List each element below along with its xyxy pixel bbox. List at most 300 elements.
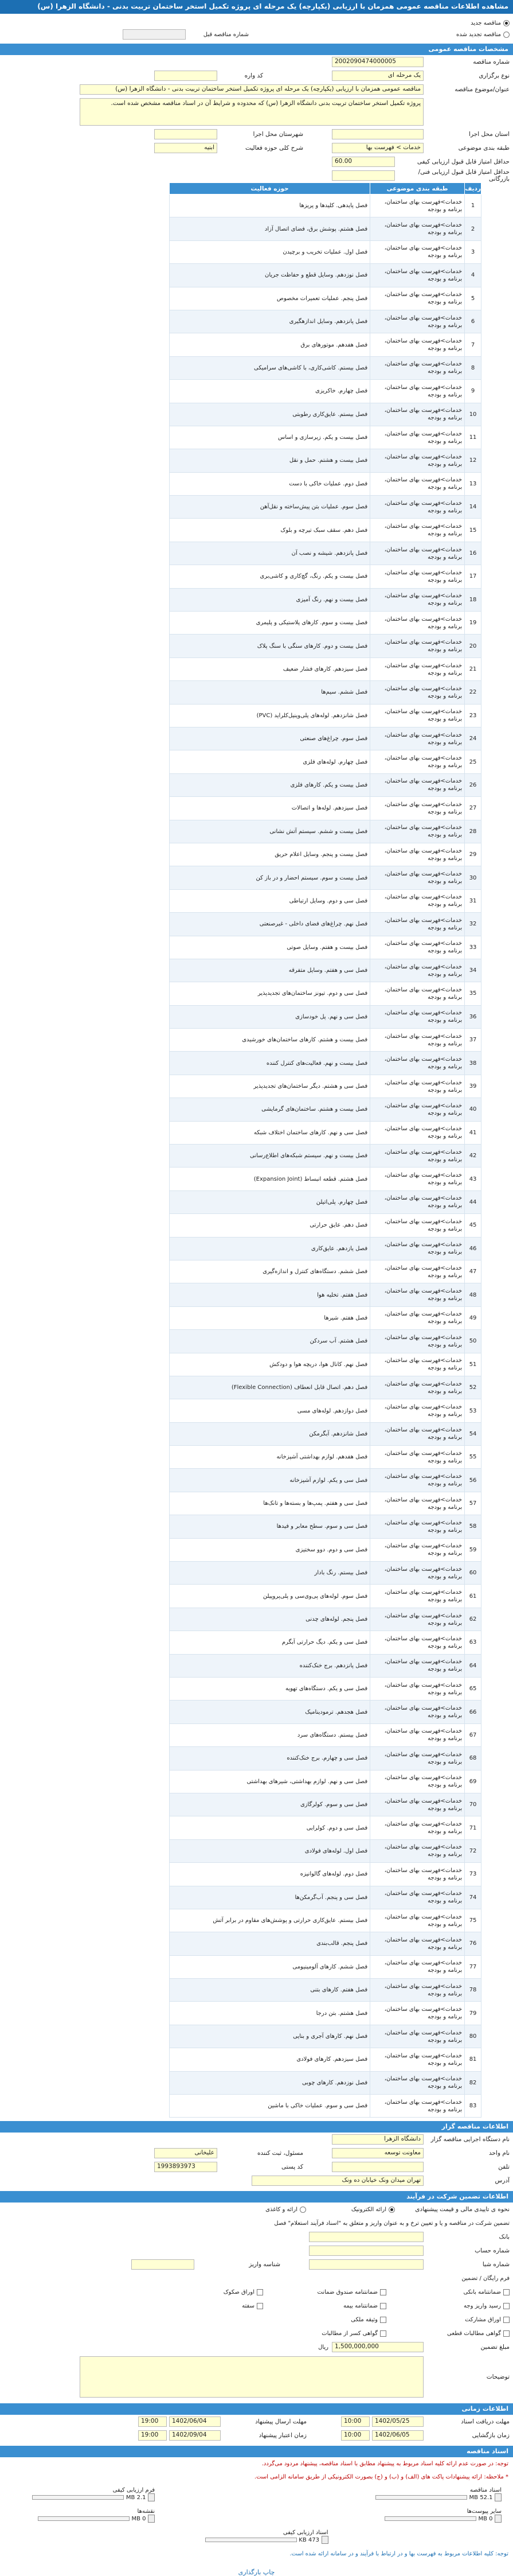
address-row (0, 2174, 513, 2188)
opt10-label: سفته (242, 2302, 254, 2309)
row-scope-cell: فصل بیست و نهم. رنگ آمیزی (170, 588, 370, 611)
table-row (170, 1492, 481, 1515)
row-number-cell: 51 (465, 1353, 481, 1376)
row-scope-cell: فصل دهم. سقف سبک تیرچه و بلوک (170, 519, 370, 542)
row-scope-cell: فصل هفدهم. لوازم بهداشتی آشپزخانه (170, 1446, 370, 1469)
table-row (170, 635, 481, 657)
row-scope-cell: فصل شانزدهم. لوله‌های پلی‌وینیل‌کلراید (PVC) (170, 704, 370, 727)
row-category-cell: خدمات>فهرست بهای ساختمان، برنامه و بودجه (370, 1214, 465, 1237)
row-number-cell: 77 (465, 1955, 481, 1978)
row-scope-cell: فصل سی و یکم. دیگ حرارتی آبگرم (170, 1631, 370, 1654)
row-number-cell: 74 (465, 1886, 481, 1909)
row-number-cell: 30 (465, 866, 481, 889)
row-category-cell: خدمات>فهرست بهای ساختمان، برنامه و بودجه (370, 1770, 465, 1793)
table-row (170, 1121, 481, 1144)
row-scope-cell: فصل سیزدهم. لوله‌ها و اتصالات (170, 797, 370, 820)
row-category-cell: خدمات>فهرست بهای ساختمان، برنامه و بودجه (370, 1190, 465, 1213)
file-name: اسناد ارزیابی کیفی (283, 2530, 328, 2536)
mode-renewal-label: مناقصه تجدید شده (456, 31, 501, 38)
table-row (170, 333, 481, 356)
table-row (170, 1214, 481, 1237)
row-category-cell: خدمات>فهرست بهای ساختمان، برنامه و بودجه (370, 333, 465, 356)
row-scope-cell: فصل سی و دوم. وسایل ارتباطی (170, 889, 370, 912)
table-row (170, 681, 481, 704)
file-size: 0 MB (131, 2516, 146, 2523)
opt2-label: ضمانتنامه صندوق ضمانت (317, 2289, 378, 2295)
row-scope-cell: فصل هشتم. قطعه انبساط (Expansion Joint) (170, 1168, 370, 1190)
row-number-cell: 56 (465, 1469, 481, 1492)
recv-date: 1402/06/04 (169, 2417, 221, 2427)
row-scope-cell: فصل پانزدهم. وسایل اندازهگیری (170, 310, 370, 333)
row-scope-cell: فصل سی و یکم. دستگاه‌های تهویه (170, 1678, 370, 1701)
file-progress-bar (385, 2516, 476, 2521)
row-scope-cell: فصل سوم. چراغ‌های صنعتی (170, 727, 370, 750)
file-icon (148, 2493, 155, 2501)
file-item[interactable] (358, 2487, 502, 2501)
open-label: زمان بازگشایی (472, 2432, 510, 2439)
open-date: 1402/06/05 (372, 2430, 424, 2441)
recv-label: مهلت ارسال پیشنهاد (255, 2418, 307, 2426)
city-field (154, 129, 217, 139)
row-category-cell: خدمات>فهرست بهای ساختمان، برنامه و بودجه (370, 287, 465, 310)
row-category-cell: خدمات>فهرست بهای ساختمان، برنامه و بودجه (370, 612, 465, 635)
file-progress-bar (32, 2495, 124, 2500)
row-scope-cell: فصل هفتم. تخلیه هوا (170, 1283, 370, 1306)
row-scope-cell: فصل بیست و سوم. کارهای پلاستیکی و پلیمری (170, 612, 370, 635)
org-label: نام دستگاه اجرایی مناقصه گزار (430, 2136, 510, 2143)
table-row (170, 1376, 481, 1399)
subject-row (0, 83, 513, 96)
row-scope-cell: فصل پنجم. قالب‌بندی (170, 1932, 370, 1955)
file-name: سایر پیوست‌ها (467, 2508, 502, 2515)
validity-time: 19:00 (138, 2430, 167, 2441)
table-row (170, 936, 481, 959)
row-scope-cell: فصل نهم. کانال هوا، دریچه هوا و دودکش (170, 1353, 370, 1376)
amount-row (0, 2340, 513, 2354)
pub-label: مهلت دریافت اسناد (461, 2418, 510, 2426)
opt7-label: گواهی مطالبات قطعی (447, 2330, 501, 2337)
row-scope-cell: فصل بیستم. دستگاه‌های سرد (170, 1723, 370, 1746)
table-row (170, 449, 481, 472)
row-scope-cell: فصل سی و دوم. کولرابی (170, 1816, 370, 1839)
table-row (170, 750, 481, 773)
row-number-cell: 55 (465, 1446, 481, 1469)
row-category-cell: خدمات>فهرست بهای ساختمان، برنامه و بودجه (370, 1654, 465, 1677)
row-category-cell: خدمات>فهرست بهای ساختمان، برنامه و بودجه (370, 356, 465, 379)
scope-field: ابنیه (154, 143, 217, 153)
row-number-cell: 7 (465, 333, 481, 356)
row-scope-cell: فصل هفدهم. موتورهای برق (170, 333, 370, 356)
row-scope-cell: فصل سی و نهم. پل خودسازی (170, 1005, 370, 1028)
row-category-cell: خدمات>فهرست بهای ساختمان، برنامه و بودجه (370, 542, 465, 565)
row-number-cell: 42 (465, 1145, 481, 1168)
row-scope-cell: فصل بیستم. رنگ بادار (170, 1562, 370, 1585)
table-row (170, 1446, 481, 1469)
row-category-cell: خدمات>فهرست بهای ساختمان، برنامه و بودجه (370, 310, 465, 333)
row-scope-cell: فصل دهم. عایق حرارتی (170, 1214, 370, 1237)
table-row (170, 704, 481, 727)
table-row (170, 1237, 481, 1260)
guarantee-desc-row (0, 2354, 513, 2400)
row-number-cell: 37 (465, 1029, 481, 1052)
row-category-cell: خدمات>فهرست بهای ساختمان، برنامه و بودجه (370, 889, 465, 912)
desc-row (0, 96, 513, 127)
row-scope-cell: فصل بیست و هفتم. وسایل صوتی (170, 936, 370, 959)
row-category-cell: خدمات>فهرست بهای ساختمان، برنامه و بودجه (370, 1839, 465, 1862)
row-scope-cell: فصل پانزدهم. شیشه و نصب آن (170, 542, 370, 565)
table-row (170, 657, 481, 680)
row-scope-cell: فصل سی و هفتم. پمپ‌ها و بسته‌ها و تانک‌ها (170, 1492, 370, 1515)
file-name: فرم ارزیابی کیفی (112, 2487, 155, 2494)
row-category-cell: خدمات>فهرست بهای ساختمان، برنامه و بودجه (370, 773, 465, 796)
row-category-cell: خدمات>فهرست بهای ساختمان، برنامه و بودجه (370, 1701, 465, 1723)
table-row (170, 1168, 481, 1190)
row-number-cell: 2 (465, 217, 481, 240)
activity-table (169, 182, 481, 2118)
opt10-checkbox[interactable] (257, 2303, 263, 2309)
row-scope-cell: فصل سوم. لوله‌های پی‌وی‌سی و پلی‌پروپیلن (170, 1585, 370, 1608)
row-number-cell: 78 (465, 1979, 481, 2002)
row-number-cell: 5 (465, 287, 481, 310)
row-scope-cell: فصل دوم. لوله‌های گالوانیزه (170, 1863, 370, 1886)
account-row (0, 2244, 513, 2258)
row-category-cell: خدمات>فهرست بهای ساختمان، برنامه و بودجه (370, 1608, 465, 1631)
row-number-cell: 62 (465, 1608, 481, 1631)
row-category-cell: خدمات>فهرست بهای ساختمان، برنامه و بودجه (370, 426, 465, 449)
row-number-cell: 23 (465, 704, 481, 727)
row-scope-cell: فصل سوم. عملیات بتن پیش‌ساخته و نقل‌آهن (170, 496, 370, 519)
row-category-cell: خدمات>فهرست بهای ساختمان، برنامه و بودجه (370, 1816, 465, 1839)
page-title: مشاهده اطلاعات مناقصه عمومی همزمان با ارزیابی (یکپارچه) یک مرحله ای پروژه تکمیل استخر ساختمان تربیت بدنی - دانشگاه الزهرا (س) (0, 0, 513, 14)
row-scope-cell: فصل سی و نهم. کارهای ساختمان اختلاف شبکه (170, 1121, 370, 1144)
row-scope-cell: فصل سیزدهم. کارهای فشار ضعیف (170, 657, 370, 680)
prev-number-label: شماره مناقصه قبل (203, 31, 249, 38)
method-label: فرم رایگان / تضمین (461, 2275, 510, 2282)
account-field (309, 2246, 424, 2256)
opt4-checkbox[interactable] (380, 2303, 386, 2309)
row-category-cell: خدمات>فهرست بهای ساختمان، برنامه و بودجه (370, 1793, 465, 1816)
opt1-label: ضمانتنامه بانکی (463, 2289, 501, 2295)
row-category-cell: خدمات>فهرست بهای ساختمان، برنامه و بودجه (370, 194, 465, 217)
file-icon (148, 2515, 155, 2523)
city-label: شهرستان محل اجرا (253, 131, 303, 138)
category-label: طبقه بندی موضوعی (458, 145, 510, 151)
file-size: 52.1 MB (469, 2495, 493, 2501)
row-scope-cell: فصل سی و هفتم. وسایل متفرقه (170, 959, 370, 982)
table-row (170, 1723, 481, 1746)
table-row (170, 2095, 481, 2118)
files-row-1 (0, 2484, 513, 2505)
opt9-checkbox[interactable] (257, 2289, 263, 2295)
row-number-cell: 50 (465, 1330, 481, 1353)
table-row (170, 403, 481, 426)
table-row (170, 1260, 481, 1283)
person-field: علیخانی (154, 2148, 217, 2158)
row-category-cell: خدمات>فهرست بهای ساختمان، برنامه و بودجه (370, 1446, 465, 1469)
row-number-cell: 29 (465, 843, 481, 866)
table-row (170, 1793, 481, 1816)
phone-field (332, 2162, 424, 2172)
paper-radio[interactable] (300, 2207, 306, 2213)
print-link[interactable]: چاپ بارگذاری (238, 2569, 275, 2576)
row-number-cell: 48 (465, 1283, 481, 1306)
table-row (170, 1979, 481, 2002)
electronic-label: ارائه الکترونیک (351, 2206, 386, 2213)
table-row (170, 1190, 481, 1213)
min-tech-field (332, 170, 395, 181)
opt8-checkbox[interactable] (380, 2330, 386, 2337)
row-category-cell: خدمات>فهرست بهای ساختمان، برنامه و بودجه (370, 1932, 465, 1955)
general-section-title: مشخصات مناقصه عمومی (0, 44, 513, 55)
account-label: شماره حساب (475, 2247, 510, 2255)
options-row-1 (0, 2285, 513, 2299)
row-category-cell: خدمات>فهرست بهای ساختمان، برنامه و بودجه (370, 2071, 465, 2094)
row-scope-cell: فصل بیست و سوم. سیستم احضار و در باز کن (170, 866, 370, 889)
row-number-cell: 52 (465, 1376, 481, 1399)
file-icon (495, 2493, 502, 2501)
table-row (170, 1283, 481, 1306)
subject-label: عنوان/موضوع مناقصه (455, 86, 510, 93)
row-number-cell: 80 (465, 2025, 481, 2048)
file-item[interactable] (185, 2530, 328, 2544)
row-scope-cell: فصل چهارم. خاکریزی (170, 380, 370, 403)
row-number-cell: 66 (465, 1701, 481, 1723)
file-item[interactable] (11, 2508, 155, 2523)
opt3-checkbox[interactable] (503, 2303, 510, 2309)
mode-new-radio[interactable] (503, 20, 510, 26)
table-row (170, 287, 481, 310)
file-item[interactable] (11, 2487, 155, 2501)
electronic-radio[interactable] (389, 2207, 395, 2213)
subject-field: مناقصه عمومی همزمان با ارزیابی (یکپارچه) یک مرحله ای پروژه تکمیل استخر ساختمان تربیت بدنی - دانشگاه الزهرا (س) (80, 84, 424, 95)
row-scope-cell: فصل بیست و یکم. کارهای فلزی (170, 773, 370, 796)
phone-label: تلفن (498, 2163, 510, 2171)
row-number-cell: 61 (465, 1585, 481, 1608)
table-row (170, 797, 481, 820)
row-scope-cell: فصل بیستم. عایق‌کاری حرارتی و پوشش‌های مقاوم در برابر آتش (170, 1909, 370, 1932)
row-category-cell: خدمات>فهرست بهای ساختمان، برنامه و بودجه (370, 217, 465, 240)
row-scope-cell: فصل هشتم. بتن درجا (170, 2002, 370, 2025)
documents-note-2: * ملاحظه: ارائه پیشنهادات پاکت های (الف) و (ب) و (ج) بصورت الکترونیکی از طریق سامانه الزامی است. (254, 2474, 508, 2481)
row-category-cell: خدمات>فهرست بهای ساختمان، برنامه و بودجه (370, 913, 465, 936)
row-category-cell: خدمات>فهرست بهای ساختمان، برنامه و بودجه (370, 866, 465, 889)
table-row (170, 426, 481, 449)
opt6-checkbox[interactable] (380, 2317, 386, 2323)
row-category-cell: خدمات>فهرست بهای ساختمان، برنامه و بودجه (370, 264, 465, 287)
guarantee-section-title: اطلاعات تضمین شرکت در فرآیند (0, 2191, 513, 2203)
row-number-cell: 15 (465, 519, 481, 542)
min-tech-label: حداقل امتیاز قابل قبول ارزیابی فنی/بازرگانی (418, 169, 510, 182)
province-row (0, 127, 513, 141)
row-scope-cell: فصل سی و دوم. تیونز ساختمان‌های تجدیدپذیر (170, 982, 370, 1005)
row-scope-cell: فصل پنجم. عملیات تعمیرات مخصوص (170, 287, 370, 310)
row-number-cell: 28 (465, 820, 481, 843)
row-category-cell: خدمات>فهرست بهای ساختمان، برنامه و بودجه (370, 1886, 465, 1909)
row-number-cell: 14 (465, 496, 481, 519)
table-row (170, 2071, 481, 2094)
row-scope-cell: فصل نوزدهم. وسایل قطع و حفاظت جریان (170, 264, 370, 287)
col-scope-header: حوزه فعالیت (170, 183, 370, 194)
files-row-2 (0, 2505, 513, 2526)
row-category-cell: خدمات>فهرست بهای ساختمان، برنامه و بودجه (370, 2002, 465, 2025)
row-scope-cell: فصل سی و دوم. دوو سختیزی (170, 1538, 370, 1561)
table-row (170, 1863, 481, 1886)
table-row (170, 1306, 481, 1329)
row-category-cell: خدمات>فهرست بهای ساختمان، برنامه و بودجه (370, 1909, 465, 1932)
row-number-cell: 69 (465, 1770, 481, 1793)
row-category-cell: خدمات>فهرست بهای ساختمان، برنامه و بودجه (370, 496, 465, 519)
row-category-cell: خدمات>فهرست بهای ساختمان، برنامه و بودجه (370, 1492, 465, 1515)
guarantee-desc-field (80, 2356, 424, 2398)
table-row (170, 1422, 481, 1445)
type-row (0, 69, 513, 83)
row-number-cell: 13 (465, 472, 481, 495)
row-category-cell: خدمات>فهرست بهای ساختمان، برنامه و بودجه (370, 1469, 465, 1492)
row-number-cell: 4 (465, 264, 481, 287)
file-item[interactable] (358, 2508, 502, 2523)
documents-footer-note: توجه: کلیه اطلاعات مربوط به فهرست بها و در ارتباط با فرآیند و در سامانه ارائه شده است. (289, 2551, 508, 2558)
table-row (170, 1098, 481, 1121)
row-number-cell: 25 (465, 750, 481, 773)
bank-row (0, 2230, 513, 2244)
table-row (170, 889, 481, 912)
row-number-cell: 65 (465, 1678, 481, 1701)
row-number-cell: 72 (465, 1839, 481, 1862)
row-category-cell: خدمات>فهرست بهای ساختمان، برنامه و بودجه (370, 240, 465, 263)
table-row (170, 542, 481, 565)
row-scope-cell: فصل بیستم. عایق‌کاری رطوبتی (170, 403, 370, 426)
code-field (154, 71, 217, 81)
row-category-cell: خدمات>فهرست بهای ساختمان، برنامه و بودجه (370, 1029, 465, 1052)
table-row (170, 1469, 481, 1492)
row-scope-cell: فصل سی و هشتم. دیگر ساختمان‌های تجدیدپذیر (170, 1075, 370, 1098)
table-row (170, 240, 481, 263)
row-category-cell: خدمات>فهرست بهای ساختمان، برنامه و بودجه (370, 1678, 465, 1701)
prev-number-field (123, 29, 186, 40)
table-row (170, 1631, 481, 1654)
file-progress-bar (38, 2516, 130, 2521)
row-number-cell: 6 (465, 310, 481, 333)
row-number-cell: 49 (465, 1306, 481, 1329)
row-scope-cell: فصل اول. عملیات تخریب و برچیدن (170, 240, 370, 263)
opt2-checkbox[interactable] (380, 2289, 386, 2295)
pub-date: 1402/05/25 (372, 2417, 424, 2427)
row-scope-cell: فصل پنجم. لوله‌های چدنی (170, 1608, 370, 1631)
type-field: یک مرحله ای (332, 71, 424, 81)
guarantee-note: تضمین شرکت در مناقصه و یا و تعیین ترخ و به عنوان واریز و متعلق به "اسناد فرآیند استعلام" فصل (274, 2220, 510, 2227)
row-scope-cell: فصل بیست و دوم. کارهای سنگی با سنگ پلاک (170, 635, 370, 657)
row-category-cell: خدمات>فهرست بهای ساختمان، برنامه و بودجه (370, 681, 465, 704)
table-row (170, 1052, 481, 1075)
row-number-cell: 18 (465, 588, 481, 611)
documents-section-title: اسناد مناقصه (0, 2446, 513, 2457)
row-number-cell: 27 (465, 797, 481, 820)
options-row-4 (0, 2326, 513, 2340)
number-field: 2002090474000005 (332, 57, 424, 67)
opt3-label: رسید واریز وجه (464, 2302, 501, 2309)
sheba-field (309, 2259, 424, 2270)
pub-time: 10:00 (341, 2417, 370, 2427)
province-label: استان محل اجرا (469, 131, 510, 138)
table-row (170, 727, 481, 750)
row-number-cell: 57 (465, 1492, 481, 1515)
org-row (0, 2133, 513, 2146)
row-number-cell: 79 (465, 2002, 481, 2025)
unit-row (0, 2146, 513, 2160)
row-category-cell: خدمات>فهرست بهای ساختمان، برنامه و بودجه (370, 797, 465, 820)
row-scope-cell: فصل دوازدهم. لوله‌های مسی (170, 1399, 370, 1422)
row-category-cell: خدمات>فهرست بهای ساختمان، برنامه و بودجه (370, 750, 465, 773)
table-row (170, 1029, 481, 1052)
row-number-cell: 8 (465, 356, 481, 379)
row-category-cell: خدمات>فهرست بهای ساختمان، برنامه و بودجه (370, 1052, 465, 1075)
row-number-cell: 59 (465, 1538, 481, 1561)
table-row (170, 2002, 481, 2025)
table-row (170, 496, 481, 519)
row-scope-cell: فصل نهم. چراغ‌های فضای داخلی - غیرصنعتی (170, 913, 370, 936)
type-label: نوع برگزاری (479, 72, 510, 79)
table-row (170, 264, 481, 287)
mode-new-label: مناقصه جدید (471, 20, 501, 26)
row-scope-cell: فصل بیست و ششم. سیستم آتش نشانی (170, 820, 370, 843)
row-scope-cell: فصل بیستم. کاشی‌کاری، با کاشی‌های سرامیکی (170, 356, 370, 379)
row-scope-cell: فصل چهارم. پلی‌اتیلن (170, 1190, 370, 1213)
row-scope-cell: فصل اول. لوله‌های فولادی (170, 1839, 370, 1862)
row-scope-cell: فصل شانزدهم. آبگرمکن (170, 1422, 370, 1445)
row-scope-cell: فصل بیست و یکم. زیرسازی و اساس (170, 426, 370, 449)
row-scope-cell: فصل یازدهم. عایق‌کاری (170, 1237, 370, 1260)
file-name: اسناد مناقصه (469, 2487, 502, 2494)
opt7-checkbox[interactable] (503, 2330, 510, 2337)
row-scope-cell: فصل هفتم. کارهای بتنی (170, 1979, 370, 2002)
row-scope-cell: فصل هجدهم. ترمودینامیک (170, 1701, 370, 1723)
mode-renewal-row (0, 29, 513, 40)
table-row (170, 612, 481, 635)
row-number-cell: 83 (465, 2095, 481, 2118)
row-number-cell: 45 (465, 1214, 481, 1237)
table-row (170, 820, 481, 843)
row-category-cell: خدمات>فهرست بهای ساختمان، برنامه و بودجه (370, 519, 465, 542)
row-number-cell: 12 (465, 449, 481, 472)
row-category-cell: خدمات>فهرست بهای ساختمان، برنامه و بودجه (370, 1121, 465, 1144)
row-scope-cell: فصل بیست و هشتم. ساختمان‌های گرمایشی (170, 1098, 370, 1121)
file-size: 0 MB (478, 2516, 493, 2523)
file-progress-bar (205, 2538, 297, 2542)
dates-row-1 (0, 2415, 513, 2429)
shenase-label: شناسه واریز (249, 2261, 280, 2268)
row-scope-cell: فصل سی و سوم. عملیات خاکی با ماشین (170, 2095, 370, 2118)
row-number-cell: 41 (465, 1121, 481, 1144)
row-scope-cell: فصل بیست و پنجم. وسایل اعلام حریق (170, 843, 370, 866)
row-scope-cell: فصل هشتم. آب سردکن (170, 1330, 370, 1353)
opt1-checkbox[interactable] (503, 2289, 510, 2295)
min-quality-field: 60.00 (332, 157, 395, 167)
row-category-cell: خدمات>فهرست بهای ساختمان، برنامه و بودجه (370, 704, 465, 727)
table-row (170, 1353, 481, 1376)
opt5-checkbox[interactable] (503, 2317, 510, 2323)
mode-renewal-radio[interactable] (503, 32, 510, 38)
table-row (170, 380, 481, 403)
row-number-cell: 82 (465, 2071, 481, 2094)
row-scope-cell: فصل دهم. اتصال قابل انعطاف (Flexible Connection) (170, 1376, 370, 1399)
row-category-cell: خدمات>فهرست بهای ساختمان، برنامه و بودجه (370, 1747, 465, 1770)
table-row (170, 1608, 481, 1631)
table-row (170, 1145, 481, 1168)
table-row (170, 982, 481, 1005)
row-scope-cell: فصل نوزدهم. کارهای چوبی (170, 2071, 370, 2094)
row-scope-cell: فصل ششم. دستگاه‌های کنترل و اندازه‌گیری (170, 1260, 370, 1283)
file-progress-bar (375, 2495, 467, 2500)
